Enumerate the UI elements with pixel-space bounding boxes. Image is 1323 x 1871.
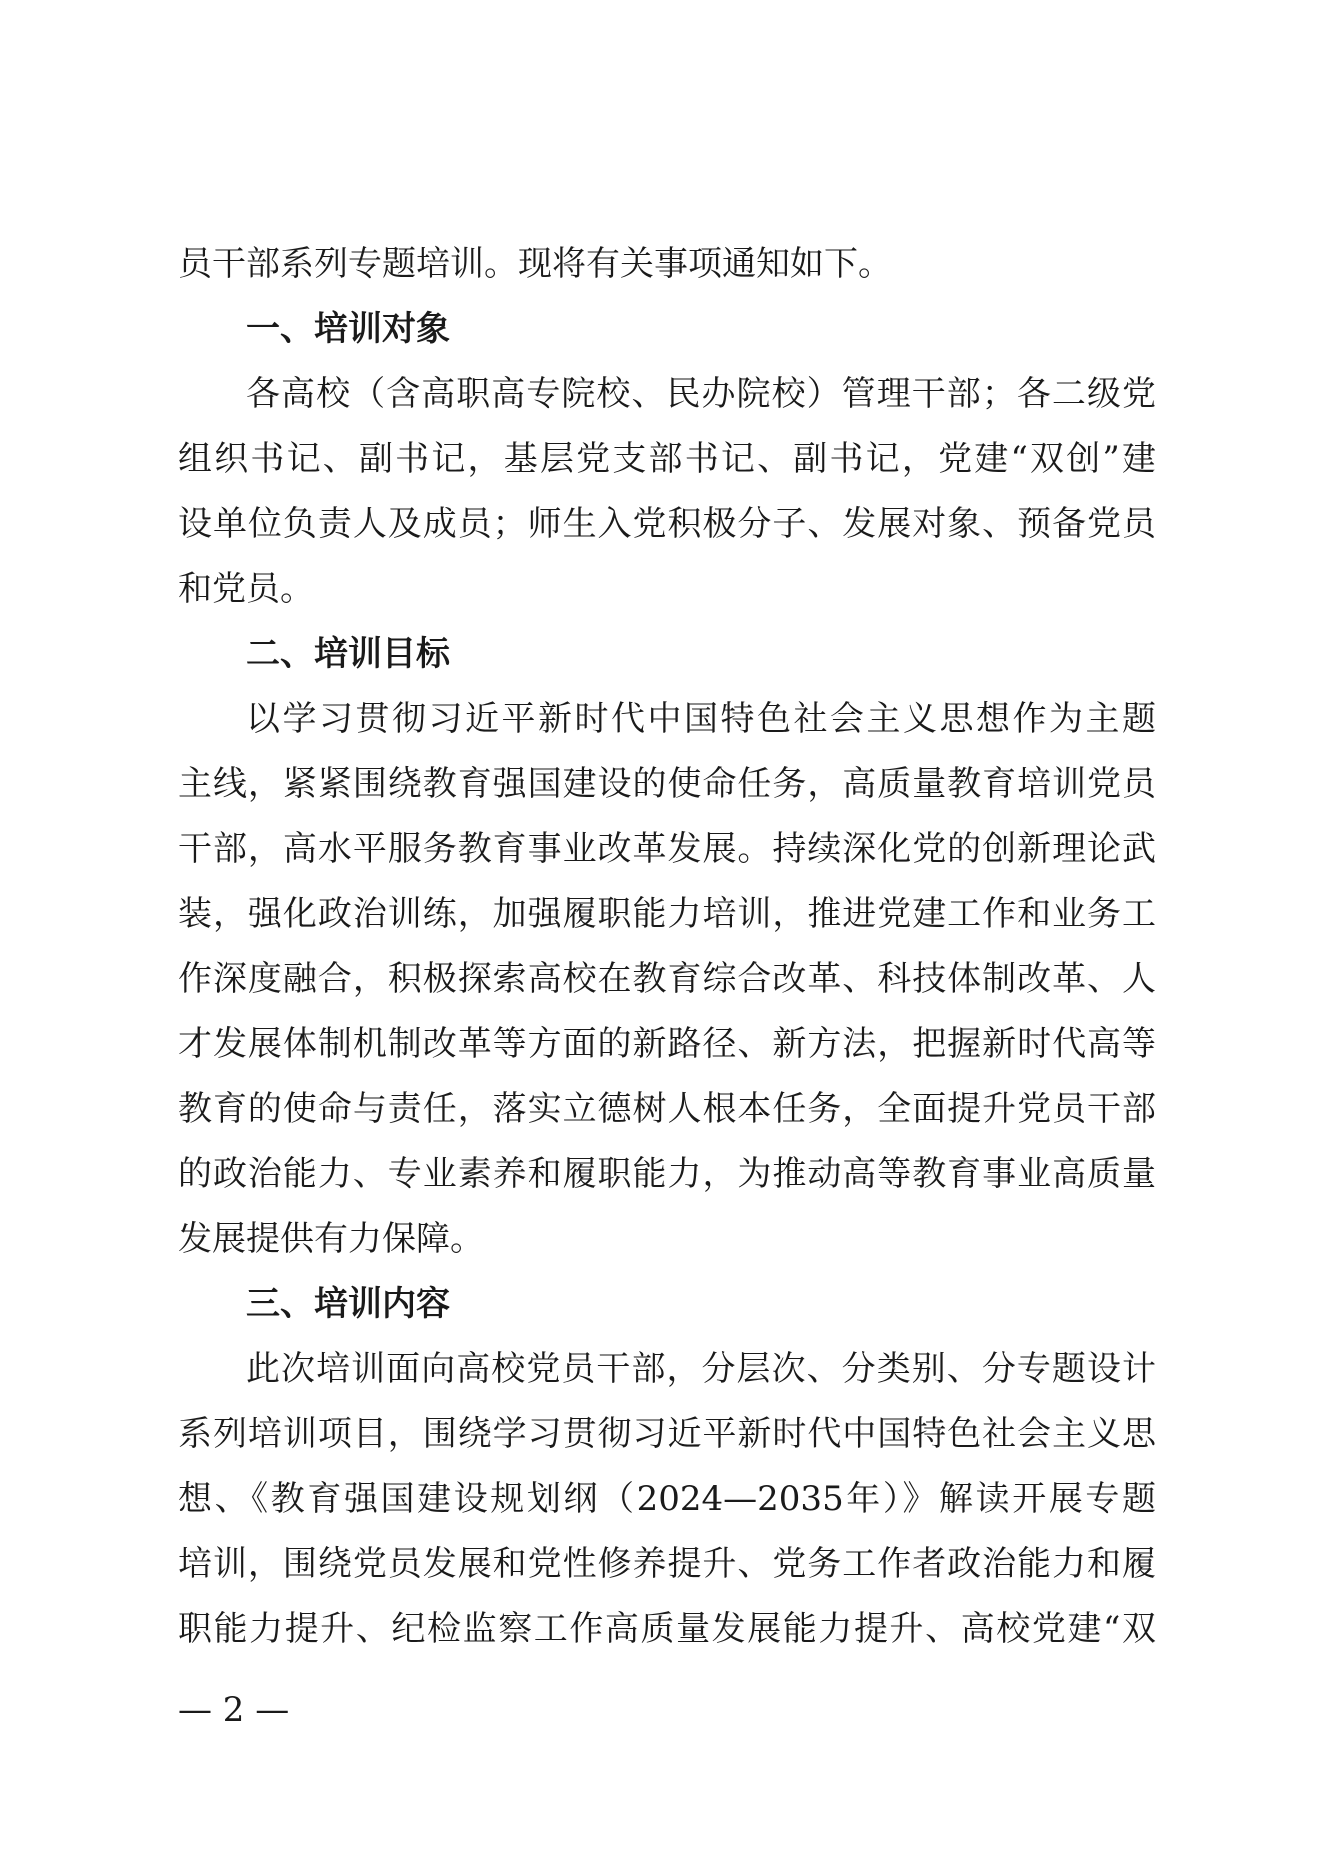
page-number: — 2 — bbox=[178, 1690, 290, 1730]
paragraph-line: 主线，紧紧围绕教育强国建设的使命任务，高质量教育培训党员 bbox=[178, 764, 1156, 804]
section-heading: 三、培训内容 bbox=[246, 1284, 450, 1324]
paragraph-line: 职能力提升、纪检监察工作高质量发展能力提升、高校党建“双 bbox=[178, 1609, 1156, 1649]
paragraph bbox=[178, 687, 1156, 1272]
paragraph-line: 作深度融合，积极探索高校在教育综合改革、科技体制改革、人 bbox=[178, 959, 1156, 999]
paragraph-line: 和党员。 bbox=[178, 569, 314, 609]
paragraph-line: 才发展体制机制改革等方面的新路径、新方法，把握新时代高等 bbox=[178, 1024, 1156, 1064]
paragraph-line: 各高校（含高职高专院校、民办院校）管理干部；各二级党 bbox=[246, 374, 1156, 414]
paragraph-line: 发展提供有力保障。 bbox=[178, 1219, 484, 1259]
paragraph bbox=[178, 362, 1156, 622]
paragraph-line: 以学习贯彻习近平新时代中国特色社会主义思想作为主题 bbox=[246, 699, 1156, 739]
paragraph-line: 设单位负责人及成员；师生入党积极分子、发展对象、预备党员 bbox=[178, 504, 1156, 544]
paragraph-line: 系列培训项目，围绕学习贯彻习近平新时代中国特色社会主义思 bbox=[178, 1414, 1156, 1454]
paragraph-line: 装，强化政治训练，加强履职能力培训，推进党建工作和业务工 bbox=[178, 894, 1156, 934]
section-heading: 一、培训对象 bbox=[246, 309, 450, 349]
document-body bbox=[178, 232, 1156, 1662]
paragraph-line: 培训，围绕党员发展和党性修养提升、党务工作者政治能力和履 bbox=[178, 1544, 1156, 1584]
paragraph-line: 的政治能力、专业素养和履职能力，为推动高等教育事业高质量 bbox=[178, 1154, 1156, 1194]
paragraph-line: 员干部系列专题培训。现将有关事项通知如下。 bbox=[178, 244, 892, 284]
paragraph-line: 教育的使命与责任，落实立德树人根本任务，全面提升党员干部 bbox=[178, 1089, 1156, 1129]
paragraph-line: 干部，高水平服务教育事业改革发展。持续深化党的创新理论武 bbox=[178, 829, 1156, 869]
paragraph-line: 组织书记、副书记，基层党支部书记、副书记，党建“双创”建 bbox=[178, 439, 1156, 479]
paragraph bbox=[178, 232, 1156, 297]
paragraph-line: 想、《教育强国建设规划纲（2024—2035年）》解读开展专题 bbox=[178, 1479, 1156, 1519]
paragraph-line: 此次培训面向高校党员干部，分层次、分类别、分专题设计 bbox=[246, 1349, 1156, 1389]
section-heading: 二、培训目标 bbox=[246, 634, 450, 674]
paragraph bbox=[178, 1337, 1156, 1662]
